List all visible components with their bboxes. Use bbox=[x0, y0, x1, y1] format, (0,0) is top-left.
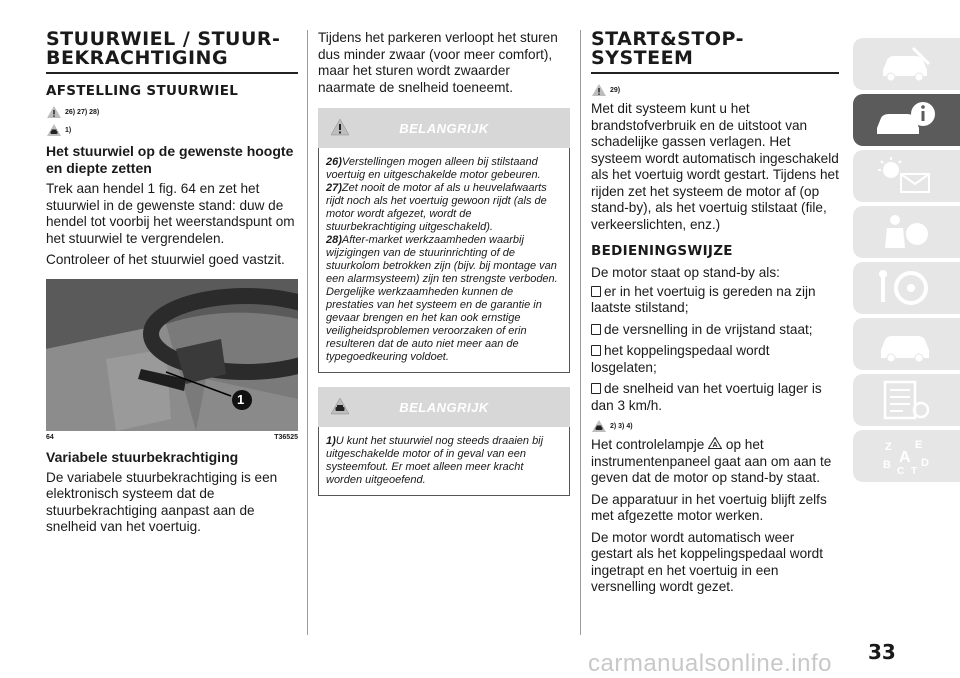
warning-box bbox=[318, 148, 570, 373]
svg-text:A: A bbox=[712, 442, 718, 449]
warning-text: Zet nooit de motor af als u heuvelafwaarts rijdt noch als het voertuig gewoon rijdt (als de motor wordt afgezet, wordt de stuurbekrachtiging uitgeschakeld). bbox=[326, 182, 547, 233]
list-item bbox=[591, 381, 839, 414]
figure-number: 64 bbox=[46, 433, 54, 441]
paragraph bbox=[591, 437, 839, 487]
section-title: START&STOP-SYSTEEM bbox=[591, 28, 744, 69]
alphabet-index-icon bbox=[873, 436, 937, 476]
paragraph: Controleer of het stuurwiel goed vastzit. bbox=[46, 252, 285, 267]
caution-item bbox=[326, 435, 562, 487]
figure-code: T36525 bbox=[274, 433, 298, 441]
warning-num: 26) bbox=[326, 156, 342, 168]
column-divider bbox=[580, 30, 581, 635]
checkbox-bullet-icon bbox=[591, 324, 601, 335]
warning-triangle-icon bbox=[330, 118, 350, 136]
tab-steering[interactable] bbox=[853, 262, 960, 314]
tab-alphabet-index[interactable] bbox=[853, 430, 960, 482]
svg-text:C: C bbox=[897, 466, 905, 476]
steering-column-photo bbox=[46, 279, 298, 431]
list-item-text: de versnelling in de vrijstand staat; bbox=[604, 321, 813, 337]
paragraph: De apparatuur in het voertuig blijft zelfs met afgezette motor werken. bbox=[591, 491, 827, 523]
paragraph: Trek aan hendel 1 fig. 64 en zet het stuurwiel in de gewenste stand: duw de hendel tot voorbij het weerstandspunt om het stuurwiel te vergrendelen. bbox=[46, 181, 295, 246]
section-title: STUURWIEL / STUUR-BEKRACHTIGING bbox=[46, 28, 281, 69]
caution-num: 1) bbox=[326, 435, 336, 447]
paragraph: De motor staat op stand-by als: bbox=[591, 265, 780, 280]
tab-car-service[interactable] bbox=[853, 318, 960, 370]
column-1 bbox=[46, 30, 298, 541]
checkbox-bullet-icon bbox=[591, 383, 601, 394]
caution-box bbox=[318, 427, 570, 496]
car-caution-icon bbox=[330, 397, 350, 415]
heading-power-steering: Variabele stuurbekrachtiging bbox=[46, 448, 239, 465]
list-item-text: de snelheid van het voertuig lager is dan 3 km/h. bbox=[591, 381, 822, 413]
checkbox-bullet-icon bbox=[591, 345, 601, 356]
column-3 bbox=[591, 30, 839, 601]
section-subtitle: BEDIENINGSWIJZE bbox=[591, 243, 733, 259]
page-number: 33 bbox=[868, 640, 896, 664]
car-caution-icon bbox=[46, 123, 62, 137]
paragraph: Tijdens het parkeren verloopt het sturen dus minder zwaar (voor meer comfort), maar het sturen wordt zwaarder naarmate de snelheid toeneemt. bbox=[318, 30, 558, 95]
svg-text:B: B bbox=[883, 459, 891, 471]
caution-reference bbox=[591, 419, 839, 433]
tab-car-overview[interactable] bbox=[853, 38, 960, 90]
checkbox-bullet-icon bbox=[591, 286, 601, 297]
svg-text:Z: Z bbox=[885, 441, 892, 453]
warning-triangle-icon bbox=[46, 105, 62, 119]
paragraph-start: Het controlelampje bbox=[591, 437, 705, 452]
warning-reference bbox=[46, 105, 298, 119]
warning-refs: 26) 27) 28) bbox=[65, 108, 100, 116]
list-item bbox=[591, 284, 839, 317]
column-2 bbox=[318, 30, 570, 496]
list-item-text: het koppelingspedaal wordt losgelaten; bbox=[591, 343, 770, 375]
watermark: carmanualsonline.info bbox=[588, 650, 832, 677]
caution-refs: 2) 3) 4) bbox=[610, 422, 633, 430]
car-overview-icon bbox=[873, 44, 937, 84]
caution-header bbox=[318, 387, 570, 427]
svg-text:E: E bbox=[915, 439, 923, 451]
airbag-icon bbox=[873, 212, 937, 252]
warning-item bbox=[326, 234, 562, 364]
svg-text:D: D bbox=[921, 457, 929, 469]
warning-lights-icon bbox=[873, 156, 937, 196]
paragraph: De motor wordt automatisch weer gestart als het koppelingspedaal wordt ingetrapt en het voertuig in een versnelling wordt gezet. bbox=[591, 529, 823, 594]
warning-title: BELANGRIJK bbox=[399, 120, 489, 136]
section-subtitle: AFSTELLING STUURWIEL bbox=[46, 83, 239, 99]
warning-triangle-icon bbox=[591, 83, 607, 97]
caution-refs: 1) bbox=[65, 126, 72, 134]
tab-specs[interactable] bbox=[853, 374, 960, 426]
list-item-text: er in het voertuig is gereden na zijn laatste stilstand; bbox=[591, 283, 816, 315]
heading-adjust-wheel: Het stuurwiel op de gewenste hoogte en diepte zetten bbox=[46, 143, 294, 176]
tab-car-info[interactable] bbox=[853, 94, 960, 146]
car-caution-icon bbox=[591, 419, 607, 433]
caution-text: U kunt het stuurwiel nog steeds draaien bij uitgeschakelde motor of in geval van een systeemfout. Er moet alleen meer kracht worden uitgeoefend. bbox=[326, 435, 544, 486]
steering-lever-illustration bbox=[46, 279, 298, 431]
warning-reference bbox=[591, 83, 839, 97]
caution-reference bbox=[46, 123, 298, 137]
title-rule bbox=[46, 72, 298, 74]
list-item bbox=[591, 322, 839, 339]
caution-title: BELANGRIJK bbox=[399, 399, 489, 415]
paragraph: Met dit systeem kunt u het brandstofverbruik en de uitstoot van schadelijke gassen verlagen. Het systeem wordt automatisch ingeschakeld als het voertuig wordt gestart. Tijdens het rijden zet het systeem de motor af (op stand-by), als het voertuig stilstaat (file, verkeerslichten, enz.) bbox=[591, 101, 839, 232]
warning-text: After-market werkzaamheden waarbij wijzigingen van de stuurinrichting of de stuurkolom betrokken zijn (bijv. bij montage van een alarmsysteem) zijn ten strengste verboden. Dergelijke werkzaamheden kunnen de prestaties van het systeem en de garantie in gevaar brengen en het kan ook ernstige veiligheidsproblemen veroorzaken of erin resulteren dat de auto niet meer aan de typegoedkeuring voldoet. bbox=[326, 234, 558, 363]
figure-caption bbox=[46, 434, 298, 441]
steering-wheel-icon bbox=[873, 268, 937, 308]
paragraph: De variabele stuurbekrachtiging is een elektronisch systeem dat de stuurbekrachtiging aanpast aan de snelheid van het voertuig. bbox=[46, 469, 278, 534]
warning-item bbox=[326, 182, 562, 234]
car-info-icon bbox=[873, 100, 937, 140]
specs-list-icon bbox=[873, 380, 937, 420]
tab-warning-lights[interactable] bbox=[853, 150, 960, 202]
warning-header bbox=[318, 108, 570, 148]
title-rule bbox=[591, 72, 839, 74]
svg-text:A: A bbox=[899, 449, 911, 466]
warning-item bbox=[326, 156, 562, 182]
warning-num: 28) bbox=[326, 234, 342, 246]
warning-text: Verstellingen mogen alleen bij stilstaand voertuig en uitgeschakelde motor gebeuren. bbox=[326, 156, 541, 181]
warning-num: 27) bbox=[326, 182, 342, 194]
figure-callout: 1 bbox=[237, 391, 245, 407]
auto-stop-indicator-icon bbox=[708, 437, 722, 449]
column-divider bbox=[307, 30, 308, 635]
paragraph-end: op het instrumentenpaneel gaat aan om aan te geven dat de motor op stand-by staat. bbox=[591, 437, 832, 485]
svg-text:T: T bbox=[911, 466, 918, 476]
list-item bbox=[591, 343, 839, 376]
tab-airbag[interactable] bbox=[853, 206, 960, 258]
car-service-icon bbox=[873, 324, 937, 364]
warning-refs: 29) bbox=[610, 86, 621, 94]
